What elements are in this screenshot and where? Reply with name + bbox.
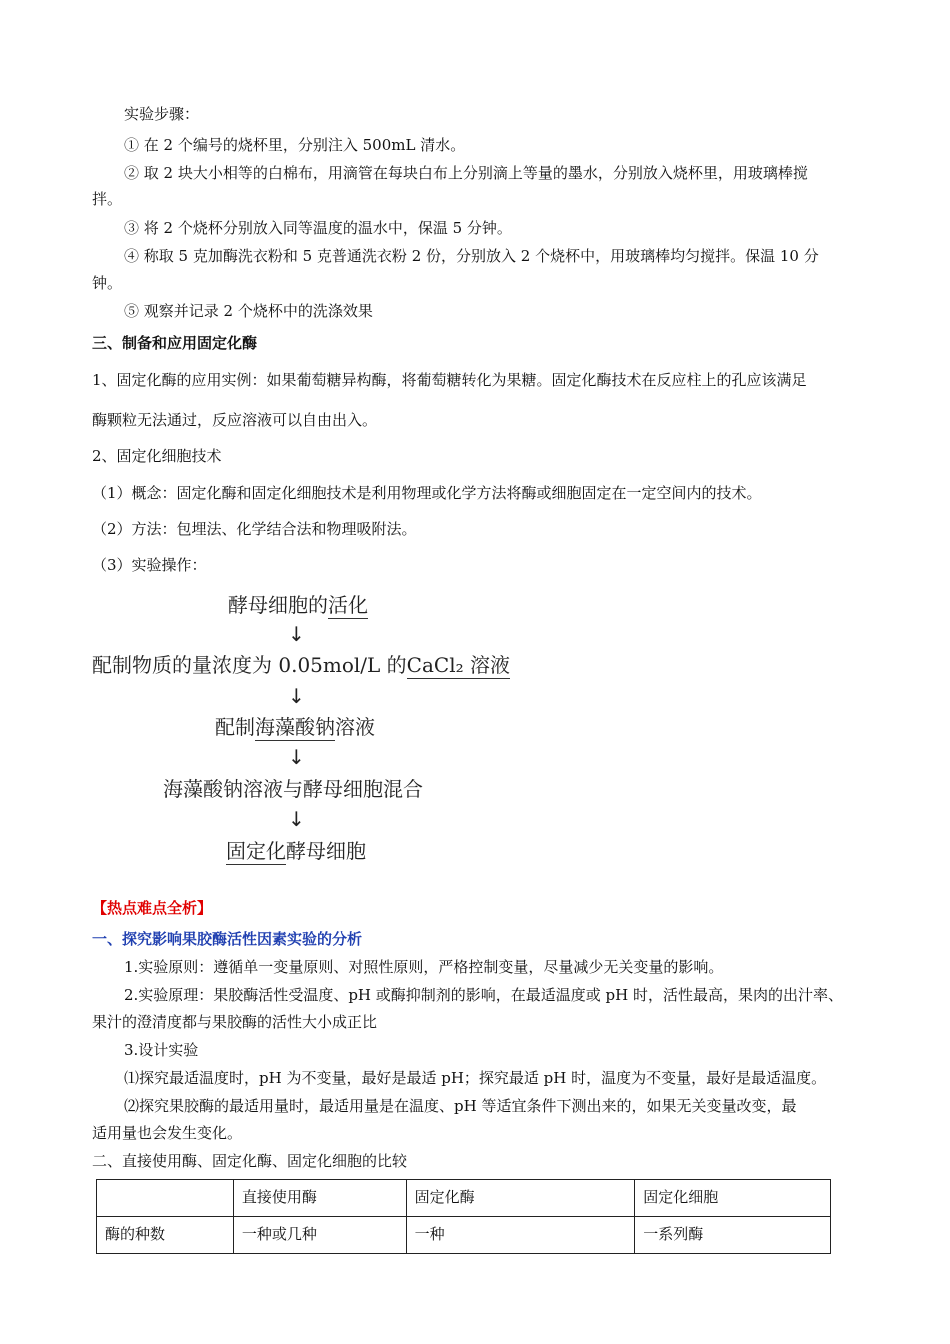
section-3-title: 三、制备和应用固定化酶 (92, 334, 258, 352)
table-cell: 一种 (406, 1217, 635, 1254)
section-2-title: 二、直接使用酶、固定化酶、固定化细胞的比较 (92, 1152, 408, 1170)
flow-step-3 (215, 714, 375, 740)
flow-step-3-text: 配制 (215, 715, 255, 739)
step-2: ② 取 2 块大小相等的白棉布，用滴管在每块白布上分别滴上等量的墨水，分别放入烧杯里，用玻璃棒搅 (124, 164, 808, 182)
flow-arrow-icon: ↓ (288, 622, 305, 646)
table-row (97, 1217, 831, 1254)
sec1-principle: 1.实验原则：遵循单一变量原则、对照性原则，严格控制变量，尽量减少无关变量的影响。 (124, 958, 724, 976)
steps-title: 实验步骤： (124, 105, 200, 123)
s3-paragraph-1-cont: 酶颗粒无法通过，反应溶液可以自由出入。 (92, 411, 378, 429)
flow-step-2-text: 配制物质的量浓度为 0.05mol/L 的 (92, 653, 407, 677)
table-cell: 一系列酶 (635, 1217, 831, 1254)
s3-method: （2）方法：包埋法、化学结合法和物理吸附法。 (92, 520, 417, 538)
flow-step-2 (92, 652, 510, 678)
flow-step-1-key: 活化 (328, 593, 368, 617)
flow-step-1 (228, 592, 368, 618)
step-2-cont: 拌。 (92, 190, 123, 208)
step-3: ③ 将 2 个烧杯分别放入同等温度的温水中，保温 5 分钟。 (124, 219, 512, 237)
table-cell: 一种或几种 (233, 1217, 406, 1254)
step-5: ⑤ 观察并记录 2 个烧杯中的洗涤效果 (124, 302, 373, 320)
table-header-cell (97, 1180, 234, 1217)
s3-operation: （3）实验操作： (92, 556, 207, 574)
flow-step-5-key: 固定化 (226, 839, 286, 863)
flow-arrow-icon: ↓ (288, 807, 305, 831)
flow-step-5 (226, 838, 366, 864)
step-4-cont: 钟。 (92, 274, 123, 292)
sec1-design-2-cont: 适用量也会发生变化。 (92, 1124, 243, 1142)
flow-arrow-icon: ↓ (288, 684, 305, 708)
flow-step-1-text: 酵母细胞的 (228, 593, 328, 617)
flow-step-4: 海藻酸钠溶液与酵母细胞混合 (163, 777, 423, 801)
comparison-table (96, 1179, 831, 1254)
sec1-design: 3.设计实验 (124, 1041, 199, 1059)
sec1-theory: 2.实验原理：果胶酶活性受温度、pH 或酶抑制剂的影响，在最适温度或 pH 时，活性最高，果肉的出汁率、 (124, 986, 843, 1004)
sec1-theory-cont: 果汁的澄清度都与果胶酶的活性大小成正比 (92, 1013, 378, 1031)
sec1-design-2: ⑵探究果胶酶的最适用量时，最适用量是在温度、pH 等适宜条件下测出来的，如果无关变量改变，最 (124, 1097, 797, 1115)
hot-points-title: 【热点难点全析】 (92, 899, 213, 917)
table-header-cell: 直接使用酶 (233, 1180, 406, 1217)
s3-paragraph-1: 1、固定化酶的应用实例：如果葡萄糖异构酶，将葡萄糖转化为果糖。固定化酶技术在反应柱上的孔应该满足 (92, 371, 807, 389)
sec1-design-1: ⑴探究最适温度时，pH 为不变量，最好是最适 pH；探究最适 pH 时，温度为不变量，最好是最适温度。 (124, 1069, 827, 1087)
flow-step-3-tail: 溶液 (335, 715, 375, 739)
table-header-cell: 固定化酶 (406, 1180, 635, 1217)
table-header-cell: 固定化细胞 (635, 1180, 831, 1217)
flow-step-5-text: 酵母细胞 (286, 839, 366, 863)
flow-step-3-key: 海藻酸钠 (255, 715, 335, 739)
section-1-title: 一、探究影响果胶酶活性因素实验的分析 (92, 930, 363, 948)
flow-arrow-icon: ↓ (288, 745, 305, 769)
table-cell: 酶的种数 (97, 1217, 234, 1254)
table-header-row (97, 1180, 831, 1217)
flow-step-2-key: CaCl₂ 溶液 (406, 653, 510, 677)
step-1: ① 在 2 个编号的烧杯里，分别注入 500mL 清水。 (124, 136, 466, 154)
s3-concept: （1）概念：固定化酶和固定化细胞技术是利用物理或化学方法将酶或细胞固定在一定空间内的技术。 (92, 484, 762, 502)
step-4: ④ 称取 5 克加酶洗衣粉和 5 克普通洗衣粉 2 份，分别放入 2 个烧杯中，用玻璃棒均匀搅拌。保温 10 分 (124, 247, 819, 265)
s3-paragraph-2: 2、固定化细胞技术 (92, 447, 222, 465)
